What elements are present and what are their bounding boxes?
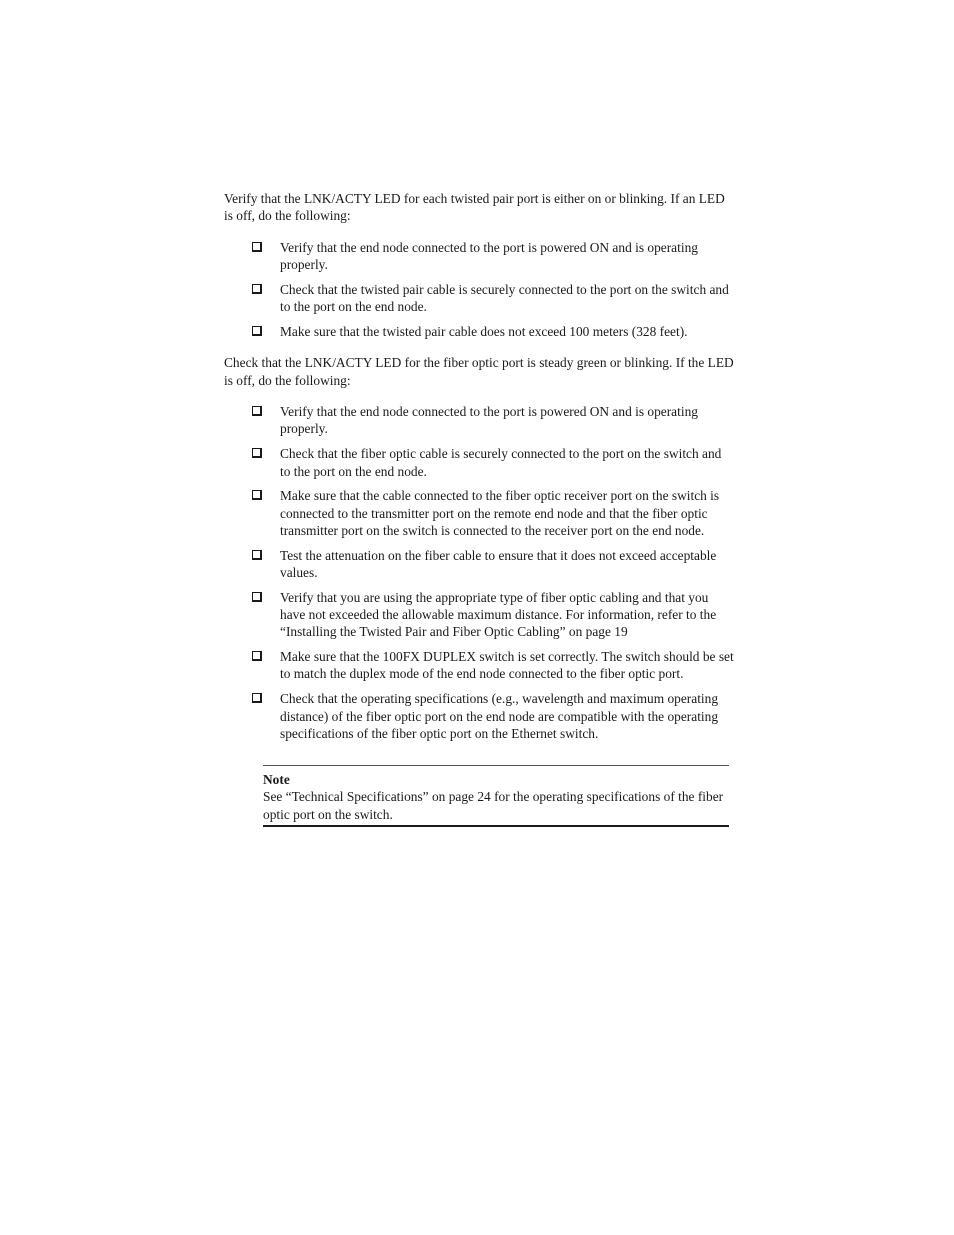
checkbox-icon — [252, 448, 262, 458]
list-item-text: Make sure that the twisted pair cable does not exceed 100 meters (328 feet). — [280, 324, 688, 339]
note-box — [263, 765, 729, 827]
list-item-text: Make sure that the cable connected to the fiber optic receiver port on the switch is connected to the transmitter port on the remote end node and that the fiber optic transmitter port on the switch is connected to the receiver port on the end node. — [280, 488, 720, 538]
note-text: See “Technical Specifications” on page 24 for the operating specifications of the fiber optic port on the switch. — [263, 789, 724, 822]
list-item-text: Check that the operating specifications (e.g., wavelength and maximum operating distance) of the fiber optic port on the end node are compatible with the operating specifications of the fiber optic port on the Ethernet switch. — [280, 691, 719, 741]
list-item-text: Verify that the end node connected to the port is powered ON and is operating properly. — [280, 239, 698, 273]
list-item — [224, 547, 734, 582]
checkbox-icon — [252, 242, 262, 252]
list-item — [224, 690, 734, 742]
checkbox-icon — [252, 651, 262, 661]
document-page — [224, 190, 734, 827]
section2-intro: Check that the LNK/ACTY LED for the fiber optic port is steady green or blinking. If the LED is off, do the following: — [224, 355, 734, 388]
checkbox-icon — [252, 592, 262, 602]
checkbox-icon — [252, 284, 262, 294]
list-item-text: Check that the fiber optic cable is securely connected to the port on the switch and to the port on the end node. — [280, 446, 722, 479]
list-item — [224, 487, 734, 539]
list-item-text: Make sure that the 100FX DUPLEX switch is set correctly. The switch should be set to match the duplex mode of the end node connected to the fiber optic port. — [280, 649, 734, 682]
list-item-text: Verify that you are using the appropriate type of fiber optic cabling and that you have not exceeded the allowable maximum distance. For information, refer to the “Installing the Twisted Pair and Fiber Optic Cabling” on page 19 — [280, 589, 717, 640]
list-item — [224, 648, 734, 683]
note-title: Note — [263, 772, 290, 788]
checkbox-icon — [252, 490, 262, 500]
list-item — [224, 445, 734, 480]
section1-checklist — [224, 239, 734, 340]
list-item — [224, 323, 734, 340]
section2-checklist — [224, 403, 734, 742]
list-item — [224, 589, 734, 641]
section1-intro: Verify that the LNK/ACTY LED for each twisted pair port is either on or blinking. If an LED is off, do the following: — [224, 191, 725, 224]
checkbox-icon — [252, 406, 262, 416]
checkbox-icon — [252, 326, 262, 336]
checkbox-icon — [252, 693, 262, 703]
list-item-text: Check that the twisted pair cable is securely connected to the port on the switch and to the port on the end node. — [280, 281, 729, 315]
list-item-text: Test the attenuation on the fiber cable to ensure that it does not exceed acceptable values. — [280, 547, 717, 580]
checkbox-icon — [252, 550, 262, 560]
list-item — [224, 281, 734, 316]
list-item — [224, 239, 734, 274]
list-item-text: Verify that the end node connected to the port is powered ON and is operating properly. — [280, 404, 698, 437]
list-item — [224, 403, 734, 438]
